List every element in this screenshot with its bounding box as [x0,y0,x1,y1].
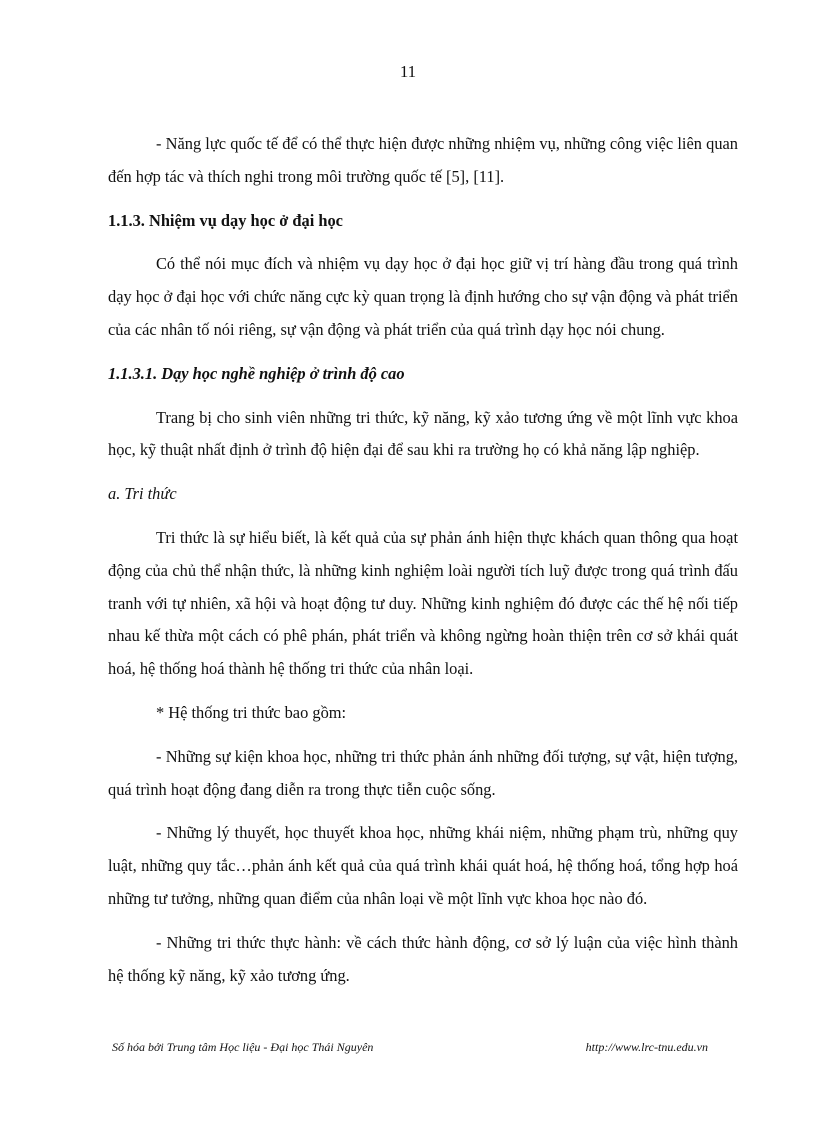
footer-url: http://www.lrc-tnu.edu.vn [585,1040,708,1054]
footer-source: Số hóa bởi Trung tâm Học liệu - Đại học Thái Nguyên [112,1040,374,1054]
paragraph-equip-students: Trang bị cho sinh viên những tri thức, kỹ năng, kỹ xảo tương ứng về một lĩnh vực khoa học, kỹ thuật nhất định ở trình độ hiện đại để sau khi ra trường họ có khả năng lập nghiệp. [108,407,738,460]
paragraph-teaching-tasks: Có thể nói mục đích và nhiệm vụ dạy học ở đại học giữ vị trí hàng đầu trong quá trình dạy học ở đại học với chức năng cực kỳ quan trọng là định hướng cho sự vận động và phát triển của các nhân tố nói riêng, sự vận động và phát triển của quá trình dạy học nói chung. [108,254,738,339]
page-footer [112,1040,708,1055]
document-body [108,128,738,1003]
paragraph-international-capacity: - Năng lực quốc tế để có thể thực hiện được những nhiệm vụ, những công việc liên quan đến hợp tác và thích nghi trong môi trường quốc tế [5], [11]. [108,134,738,186]
paragraph-knowledge-definition: Tri thức là sự hiểu biết, là kết quả của sự phản ánh hiện thực khách quan thông qua hoạt động của chủ thể nhận thức, là những kinh nghiệm loài người tích luỹ được trong quá trình đấu tranh với tự nhiên, xã hội và hoạt động tư duy. Những kinh nghiệm đó được các thế hệ nối tiếp nhau kế thừa một cách có phê phán, phát triển và không ngừng hoàn thiện trên cơ sở khái quát hoá, hệ thống hoá thành hệ thống tri thức của nhân loại. [108,527,738,679]
list-item-scientific-facts: - Những sự kiện khoa học, những tri thức phản ánh những đối tượng, sự vật, hiện tượng, quá trình hoạt động đang diễn ra trong thực tiễn cuộc sống. [108,746,738,799]
paragraph-knowledge-system-intro: * Hệ thống tri thức bao gồm: [156,702,347,722]
page-number: 11 [399,62,417,81]
subsection-heading-1-1-3-1: 1.1.3.1. Dạy học nghề nghiệp ở trình độ cao [108,363,405,383]
heading-knowledge: a. Tri thức [108,484,177,504]
list-item-theories: - Những lý thuyết, học thuyết khoa học, những khái niệm, những phạm trù, những quy luật, những quy tắc…phản ánh kết quả của quá trình khái quát hoá, hệ thống hoá, tổng hợp hoá những tư tưởng, những quan điểm của nhân loại về một lĩnh vực khoa học nào đó. [108,823,738,908]
section-heading-1-1-3: 1.1.3. Nhiệm vụ dạy học ở đại học [108,210,343,230]
list-item-practical-knowledge: - Những tri thức thực hành: về cách thức hành động, cơ sở lý luận của việc hình thành hệ thống kỹ năng, kỹ xảo tương ứng. [108,932,738,985]
